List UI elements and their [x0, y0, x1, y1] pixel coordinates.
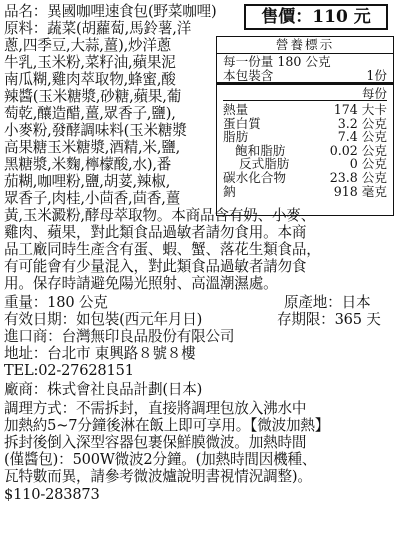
allergen-line: 有可能會有少量混入，對此類食品過敏者請勿食	[4, 258, 307, 275]
nutrient-row	[223, 117, 387, 131]
nutrition-facts-box	[216, 36, 394, 216]
price-tag: 售價：110 元	[244, 4, 388, 30]
nutrient-row	[223, 185, 387, 199]
instructions-line: (僅醬包)：500W微波2分鐘。(加熱時間因機種、	[4, 451, 317, 468]
nutrient-value: 7.4 公克	[337, 129, 387, 145]
nutrient-name: 反式脂肪	[239, 156, 290, 172]
ingredients-line: 南瓜糊,雞肉萃取物,蜂蜜,酸	[4, 71, 176, 88]
ingredients-line: 原料：蔬菜(胡蘿蔔,馬鈴薯,洋	[4, 20, 192, 37]
nutrient-row	[223, 171, 387, 185]
telephone: TEL:02-27628151	[4, 362, 134, 379]
serving-size-label: 每一份量 180 公克	[223, 54, 331, 69]
product-name: 品名：異國咖哩速食包(野菜咖哩)	[4, 3, 217, 20]
nutrient-row	[223, 144, 387, 158]
ingredients-line: 黑糖漿,米麴,檸檬酸,水),番	[4, 156, 172, 173]
allergen-line: 雞肉、蘋果，對此類食品過敏者請勿食用。本商	[4, 224, 307, 241]
nutrient-name: 碳水化合物	[223, 169, 286, 185]
serving-info	[217, 54, 393, 85]
nutrient-name: 飽和脂肪	[235, 142, 286, 158]
storage-line: 用。保存時請避免陽光照射、高溫潮濕處。	[4, 275, 278, 292]
servings-value: 1份	[366, 68, 387, 83]
servings-per-pack-row	[223, 69, 387, 83]
nutrient-value: 0.02 公克	[329, 142, 387, 158]
importer: 進口商：台灣無印良品股份有限公司	[4, 328, 235, 345]
nutrient-value: 174 大卡	[333, 102, 387, 117]
ingredients-line: 茄糊,咖哩粉,鹽,胡荽,辣椒,	[4, 173, 171, 190]
product-code: $110-283873	[4, 486, 100, 503]
expiry-date: 有效日期：如包裝(西元年月日)	[4, 311, 203, 328]
ingredients-line: 辣醬(玉米糖漿,砂糖,蘋果,葡	[4, 88, 182, 105]
shelf-life: 存期限：365 天	[277, 311, 381, 328]
nutrient-name: 蛋白質	[223, 115, 261, 131]
nutrient-value: 23.8 公克	[329, 169, 387, 185]
net-weight: 重量：180 公克	[4, 294, 108, 311]
nutrient-name: 熱量	[223, 102, 249, 117]
nutrition-table	[217, 85, 393, 198]
instructions-line: 加熱約5~7分鐘後淋在飯上即可享用。【微波加熱】	[4, 417, 330, 434]
nutrient-row	[223, 130, 387, 144]
ingredients-line: 萄乾,釀造醋,薑,眾香子,鹽),	[4, 105, 176, 122]
ingredients-line: 小麥粉,發酵調味料(玉米糖漿	[4, 122, 187, 139]
address: 地址：台北市 東興路８號８樓	[4, 345, 196, 362]
ingredients-line: 眾香子,肉桂,小茴香,茴香,薑	[4, 190, 181, 207]
nutrient-value: 0 公克	[349, 156, 387, 172]
instructions-line: 調理方式：不需拆封，直接將調理包放入沸水中	[4, 400, 307, 417]
allergen-line: 品工廠同時生產含有蛋、蝦、蟹、落花生類食品，	[4, 241, 321, 258]
per-serving-header: 每份	[223, 87, 387, 101]
nutrient-row	[223, 157, 387, 171]
servings-label: 本包裝含	[223, 68, 274, 83]
instructions-line: 拆封後倒入深型容器包裹保鮮膜微波。加熱時間	[4, 434, 307, 451]
ingredients-line: 牛乳,玉米粉,菜籽油,蘋果泥	[4, 54, 176, 71]
ingredients-line: 高果糖玉米糖漿,酒精,米,鹽,	[4, 139, 181, 156]
nutrient-name: 鈉	[223, 183, 236, 199]
ingredients-line: 蔥,四季豆,大蒜,薑),炒洋蔥	[4, 37, 172, 54]
nutrient-row	[223, 103, 387, 117]
serving-size-row	[223, 55, 387, 69]
nutrient-name: 脂肪	[223, 129, 249, 145]
manufacturer: 廠商：株式會社良品計劃(日本)	[4, 381, 203, 398]
instructions-line: 瓦特數而異，請參考微波爐說明書視情況調整)。	[4, 468, 312, 485]
nutrition-title: 營養標示	[217, 37, 393, 54]
nutrient-value: 3.2 公克	[337, 115, 387, 131]
nutrient-value: 918 毫克	[333, 183, 387, 199]
country-of-origin: 原產地：日本	[284, 294, 371, 311]
allergen-line: 黃,玉米澱粉,酵母萃取物。本商品含有奶、小麥、	[4, 207, 316, 224]
